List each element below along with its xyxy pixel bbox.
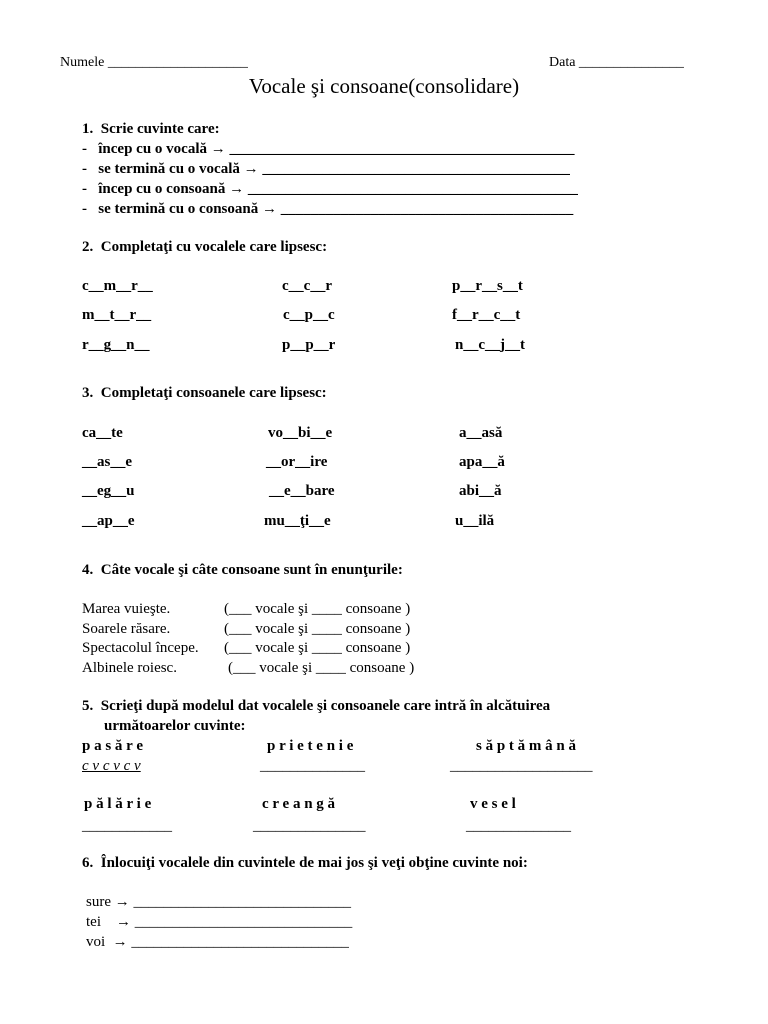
q2-word: c__c__r [282, 278, 332, 294]
q5-answer-blank: ____________ [82, 818, 172, 834]
q1-item: - încep cu o vocală → ______________________________________________ [82, 141, 575, 157]
q3-word: u__ilă [455, 513, 495, 529]
q3-word: apa__ă [459, 454, 505, 470]
q2-word: m__t__r__ [82, 307, 152, 323]
q4-count-blank: (___ vocale şi ____ consoane ) [228, 660, 415, 676]
q2-word: n__c__j__t [455, 337, 525, 353]
name-field-label: Numele ____________________ [60, 55, 248, 70]
q5-word: p r i e t e n i e [267, 738, 354, 754]
q5-heading-cont: următoarelor cuvinte: [104, 718, 246, 734]
q4-sentence: Spectacolul începe. [82, 640, 199, 656]
q5-model-answer: c v c v c v [82, 758, 141, 774]
q2-word: c__p__c [283, 307, 335, 323]
q2-word: c__m__r__ [82, 278, 153, 294]
q3-heading: 3. Completaţi consoanele care lipsesc: [82, 385, 327, 401]
q2-word: p__p__r [282, 337, 336, 353]
q5-word: v e s e l [470, 796, 516, 812]
q5-word: p a s ă r e [82, 738, 143, 754]
q5-answer-blank: ______________ [260, 758, 365, 774]
q6-heading: 6. Înlocuiţi vocalele din cuvintele de mai jos şi veţi obţine cuvinte noi: [82, 855, 528, 871]
q3-word: __eg__u [82, 483, 135, 499]
q3-word: __ap__e [82, 513, 135, 529]
q1-heading: 1. Scrie cuvinte care: [82, 121, 220, 137]
q5-word: p ă l ă r i e [84, 796, 152, 812]
q3-word: __or__ire [266, 454, 328, 470]
q4-count-blank: (___ vocale şi ____ consoane ) [224, 621, 411, 637]
q5-word: s ă p t ă m â n ă [476, 738, 577, 754]
q6-item: sure → _____________________________ [86, 894, 351, 910]
q3-word: mu__ţi__e [264, 513, 331, 529]
q4-sentence: Soarele răsare. [82, 621, 171, 637]
date-field-label: Data _______________ [549, 55, 684, 70]
q4-sentence: Marea vuieşte. [82, 601, 171, 617]
q4-count-blank: (___ vocale şi ____ consoane ) [224, 640, 411, 656]
q6-item: voi → _____________________________ [86, 934, 349, 950]
q5-heading: 5. Scrieţi după modelul dat vocalele şi consoanele care intră în alcătuirea [82, 698, 551, 714]
q4-sentence: Albinele roiesc. [82, 660, 177, 676]
q6-item: tei → _____________________________ [86, 914, 353, 930]
q3-word: __e__bare [269, 483, 335, 499]
page-title: Vocale şi consoane(consolidare) [248, 74, 520, 98]
q4-count-blank: (___ vocale şi ____ consoane ) [224, 601, 411, 617]
q2-word: f__r__c__t [452, 307, 521, 323]
q1-item: - încep cu o consoană → ____________________________________________ [82, 181, 578, 197]
q3-word: vo__bi__e [268, 425, 333, 441]
q2-word: r__g__n__ [82, 337, 150, 353]
q1-item: - se termină cu o consoană → _______________________________________ [82, 201, 574, 217]
q5-answer-blank: ______________ [466, 818, 571, 834]
q3-word: abi__ă [459, 483, 502, 499]
q5-answer-blank: _______________ [253, 818, 366, 834]
q1-item: - se termină cu o vocală → _________________________________________ [82, 161, 570, 177]
q5-word: c r e a n g ă [262, 796, 336, 812]
q4-heading: 4. Câte vocale şi câte consoane sunt în enunţurile: [82, 562, 403, 578]
q3-word: ca__te [82, 425, 123, 441]
q3-word: __as__e [82, 454, 132, 470]
q3-word: a__asă [459, 425, 503, 441]
q2-word: p__r__s__t [452, 278, 523, 294]
q2-heading: 2. Completaţi cu vocalele care lipsesc: [82, 239, 328, 255]
q5-answer-blank: ___________________ [450, 758, 593, 774]
